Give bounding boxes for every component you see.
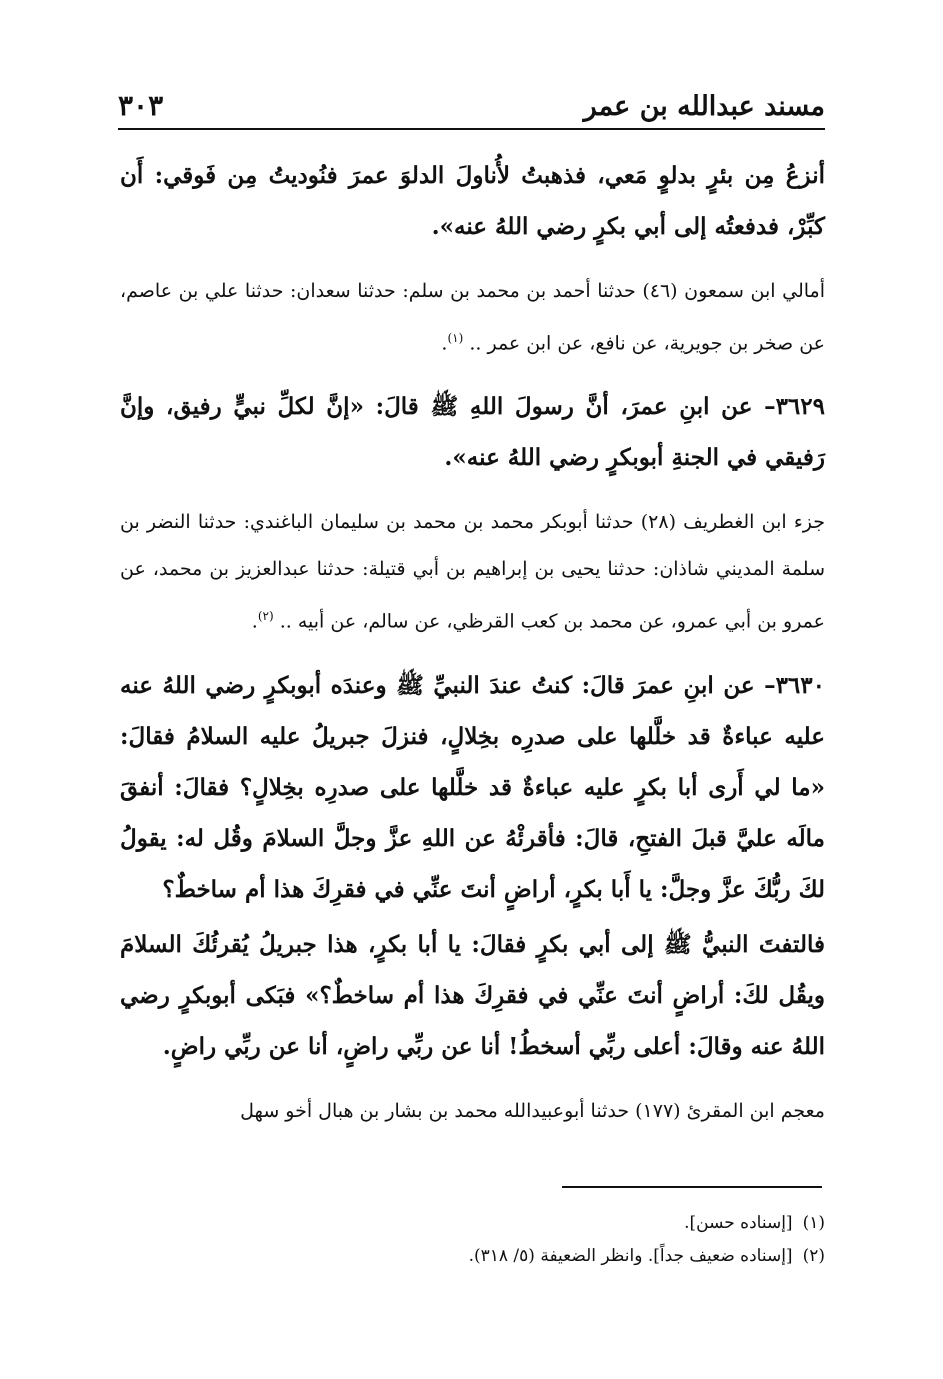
footnote-number: (٢) (802, 1246, 825, 1266)
footnote-text: [إسناده حسن]. (684, 1213, 793, 1233)
footnote-item (120, 1207, 825, 1240)
running-title: مسند عبدالله بن عمر (583, 91, 825, 122)
hadith-paragraph (120, 919, 825, 1072)
paragraph-text: أمالي ابن سمعون (٤٦) حدثنا أحمد بن محمد بن سلم: حدثنا سعدان: حدثنا علي بن عاصم، عن صخر بن جويرية، عن نافع، عن ابن عمر .. (120, 280, 825, 355)
paragraph-text: جزء ابن الغطريف (٢٨) حدثنا أبوبكر محمد بن محمد بن سليمان الباغندي: حدثنا النضر بن سلمة المديني شاذان: حدثنا يحيى بن إبراهيم بن أبي قتيلة: حدثنا عبدالعزيز بن محمد، عن عمرو بن أبي عمرو، عن محمد بن كعب القرظي، عن سالم، عن أبيه .. (120, 511, 826, 633)
paragraph-text: فالتفتَ النبيُّ ﷺ إلى أبي بكرٍ فقالَ: يا أبا بكرٍ، هذا جبريلُ يُقرئُكَ السلامَ ويقُل لكَ: أراضٍ أنتَ عنِّي في فقرِكَ هذا أم ساخطٌ؟» فبَكى أبوبكرٍ رضي اللهُ عنه وقالَ: أعلى ربِّي أسخطُ! أنا عن ربِّي راضٍ، أنا عن ربِّي راضٍ. (120, 930, 825, 1060)
hadith-paragraph (120, 150, 825, 252)
hadith-paragraph (120, 381, 825, 483)
source-paragraph (120, 1088, 825, 1135)
page-header (118, 84, 825, 130)
source-paragraph: جزء ابن الغطريف (٢٨) حدثنا أبوبكر محمد بن محمد بن سليمان الباغندي: حدثنا النضر بن سلمة المديني شاذان: حدثنا يحيى بن إبراهيم بن أبي قتيلة: حدثنا عبدالعزيز بن محمد، عن عمرو بن أبي عمرو، عن محمد بن كعب القرظي، عن سالم، عن أبيه .. $^{(٢)}$. (120, 511, 826, 633)
footnote-text: [إسناده ضعيف جداً]. وانظر الضعيفة (٥/ ٣١٨). (468, 1246, 793, 1266)
page-number: ٣٠٣ (118, 89, 164, 122)
body-text (120, 150, 825, 1149)
paragraph-text: ٣٦٣٠– عن ابنِ عمرَ قالَ: كنتُ عندَ النبيِّ ﷺ وعندَه أبوبكرٍ رضي اللهُ عنه عليه عباءةٌ قد خلَّلها على صدرِه بخِلالٍ، فنزلَ جبريلُ عليه السلامُ فقالَ: «ما لي أَرى أبا بكرٍ عليه عباءةٌ قد خلَّلها على صدرِه بخِلالٍ؟ فقالَ: أنفقَ مالَه عليَّ قبلَ الفتحِ، قالَ: فأقرئْهُ عن اللهِ عزَّ وجلَّ السلامَ وقُل له: يقولُ لكَ ربُّكَ عزَّ وجلَّ: يا أَبا بكرٍ، أراضٍ أنتَ عنِّي في فقرِكَ هذا أم ساخطٌ؟ (120, 671, 825, 903)
footnote-number: (١) (802, 1213, 825, 1233)
footnote-reference[interactable]: (٢) (257, 609, 274, 624)
footnote-reference[interactable]: (١) (447, 331, 464, 345)
footnotes (120, 1207, 825, 1273)
hadith-paragraph (120, 660, 825, 915)
paragraph-text: ٣٦٢٩– عن ابنِ عمرَ، أنَّ رسولَ اللهِ ﷺ قالَ: «إنَّ لكلِّ نبيٍّ رفيق، وإنَّ رَفيقي في الجنةِ أبوبكرٍ رضي اللهُ عنه». (120, 393, 825, 472)
footnote-divider (562, 1186, 822, 1188)
footnote-item (120, 1240, 825, 1273)
paragraph-text: أنزعُ مِن بئرٍ بدلوٍ مَعي، فذهبتُ لأُناولَ الدلوَ عمرَ فنُوديتُ مِن فَوقي: أَن كبِّرْ، فدفعتُه إلى أبي بكرٍ رضي اللهُ عنه». (120, 162, 825, 240)
paragraph-text: معجم ابن المقرئ (١٧٧) حدثنا أبوعبيدالله محمد بن بشار بن هبال أخو سهل (240, 1099, 825, 1122)
source-paragraph: أمالي ابن سمعون (٤٦) حدثنا أحمد بن محمد بن سلم: حدثنا سعدان: حدثنا علي بن عاصم، عن صخر بن جويرية، عن نافع، عن ابن عمر .. $^{(١)}$. (120, 280, 825, 355)
